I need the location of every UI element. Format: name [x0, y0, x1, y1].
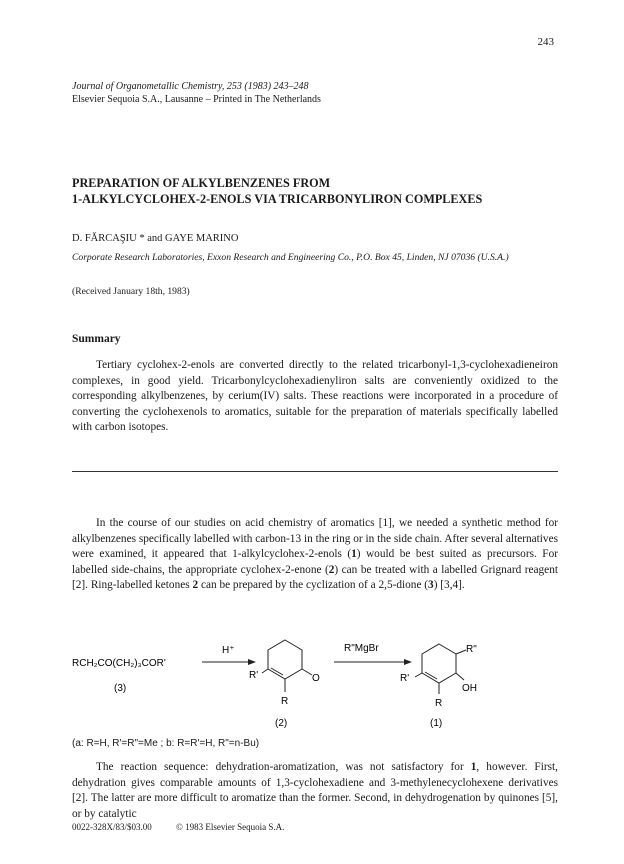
- reagent-grignard: R"MgBr: [344, 643, 379, 654]
- discussion-paragraph: [72, 760, 558, 822]
- copyright: © 1983 Elsevier Sequoia S.A.: [176, 822, 285, 832]
- section-divider: [72, 471, 558, 472]
- footer: [72, 822, 306, 832]
- cyclohexenone-structure: [262, 640, 312, 692]
- cyclohexenol-structure: [415, 644, 466, 694]
- summary-heading: Summary: [72, 333, 121, 345]
- reagent-acid: H⁺: [222, 645, 235, 656]
- compound-ref: 2: [192, 579, 199, 591]
- received-date: (Received January 18th, 1983): [72, 286, 190, 297]
- substituent-r-double-prime: R": [466, 644, 477, 655]
- substituent-r: R: [281, 696, 289, 707]
- substituent-r: R: [435, 698, 443, 709]
- intro-text: ) can be treated with a labelled Grignard reagent [2]. Ring-labelled ketones: [72, 563, 558, 591]
- arrow-2: [334, 659, 412, 665]
- affiliation: Corporate Research Laboratories, Exxon Research and Engineering Co., P.O. Box 45, Linden, NJ 07036 (U.S.A.): [72, 252, 509, 263]
- arrow-1: [202, 659, 256, 665]
- substituent-r-prime: R': [400, 673, 410, 684]
- intro-text: ) would be best suited as precursors. For labelled side-chains, the appropriate cyclohex-2-enone (: [72, 548, 558, 576]
- enone-label: (2): [275, 718, 288, 729]
- discussion-text: , however. First, dehydration gives comparable amounts of 1,3-cyclohexadiene and 3-methylenecyclohexene derivatives [2]. The latter are more difficult to aromatize than the former. Second, in dehydrogenation by quinones [5], or by catalytic: [72, 761, 558, 820]
- title-line-1: PREPARATION OF ALKYLBENZENES FROM: [72, 176, 331, 190]
- intro-paragraph: [72, 516, 558, 594]
- scheme-conditions: (a: R=H, R'=R"=Me ; b: R=R'=H, R"=n-Bu): [72, 738, 260, 749]
- article-title: [72, 175, 562, 207]
- compound-ref: 3: [428, 579, 434, 591]
- publisher-line: Elsevier Sequoia S.A., Lausanne – Printed in The Netherlands: [72, 94, 321, 105]
- intro-text: can be prepared by the cyclization of a 2,5-dione (: [198, 579, 429, 591]
- title-line-2: 1-ALKYLCYCLOHEX-2-ENOLS VIA TRICARBONYLIRON COMPLEXES: [72, 192, 483, 206]
- substituent-r-prime: R': [249, 670, 259, 681]
- intro-text: In the course of our studies on acid chemistry of aromatics [1], we needed a synthetic method for alkylbenzenes specifically labelled with carbon-13 in the ring or in the side chain. After several alternatives were examined, it appeared that 1-alkylcyclohex-2-enols (: [72, 517, 558, 560]
- authors: D. FĂRCAŞIU * and GAYE MARINO: [72, 233, 239, 244]
- compound-ref: 2: [328, 563, 335, 576]
- journal-citation: [72, 80, 552, 106]
- enol-label: (1): [430, 718, 443, 729]
- substituent-oxo: O: [312, 673, 320, 684]
- reactant-label: (3): [114, 683, 127, 694]
- issn-code: 0022-328X/83/$03.00: [72, 822, 152, 832]
- journal-citation-line: Journal of Organometallic Chemistry, 253 (1983) 243–248: [72, 81, 309, 92]
- page-number: 243: [537, 36, 554, 48]
- intro-text: ) [3,4].: [433, 579, 465, 591]
- compound-ref: 1: [470, 761, 477, 773]
- reactant-formula: RCH₂CO(CH₂)₃COR': [72, 658, 166, 669]
- summary-text: Tertiary cyclohex-2-enols are converted directly to the related tricarbonyl-1,3-cyclohexadieneiron complexes, in good yield. Tricarbonylcyclohexadienyliron salts are conveniently oxidized to the corresponding alkylbenzenes, by cerium(IV) salts. These reactions were incorporated in a procedure of converting the cyclohexenols to aromatics, suitable for the preparation of materials specifically labelled with carbon isotopes.: [72, 359, 558, 433]
- substituent-hydroxyl: OH: [462, 683, 477, 694]
- compound-ref: 1: [351, 548, 357, 560]
- reaction-scheme: [72, 638, 558, 733]
- discussion-text: The reaction sequence: dehydration-aromatization, was not satisfactory for: [96, 761, 471, 773]
